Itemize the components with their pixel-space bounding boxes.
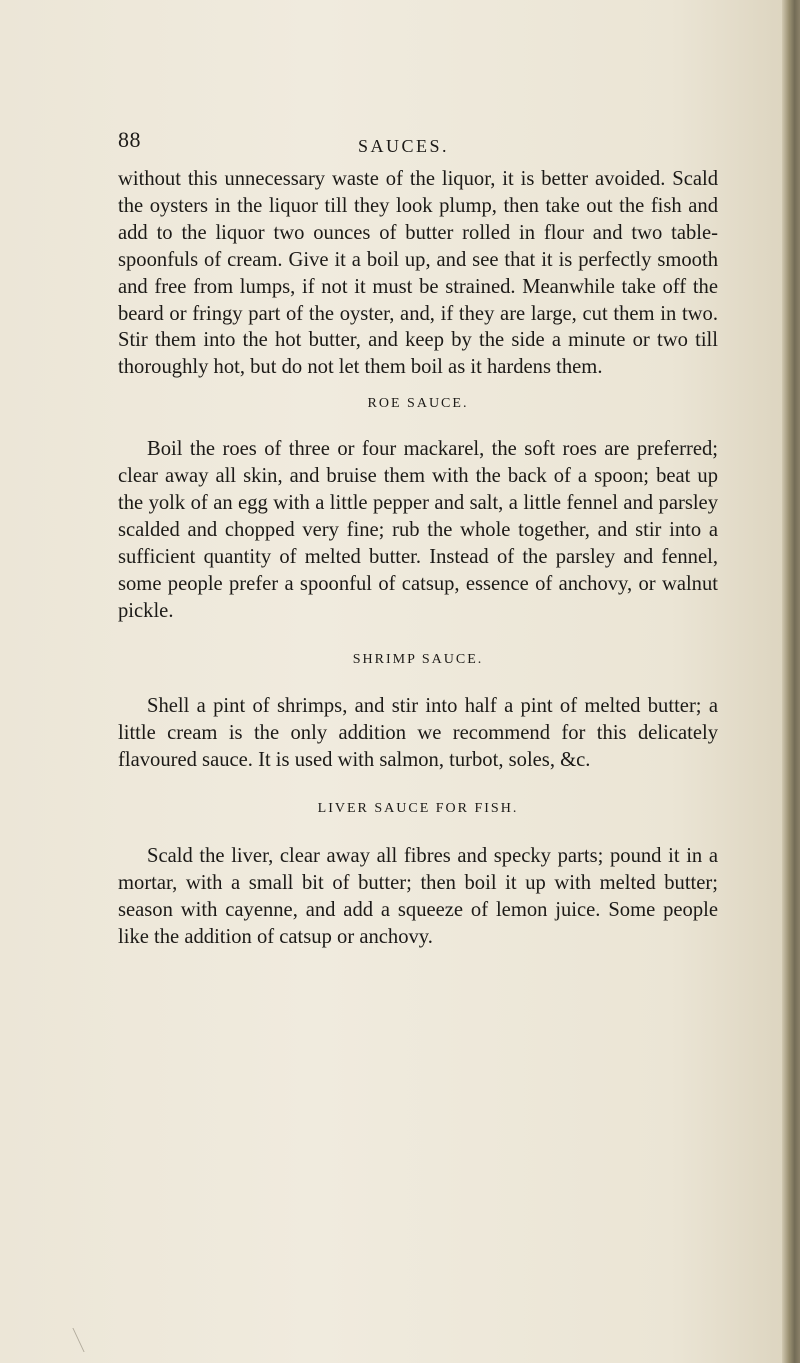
section-shrimp-sauce (118, 647, 718, 775)
pencil-mark (72, 1328, 98, 1352)
section-heading: LIVER SAUCE FOR FISH. (317, 801, 519, 817)
running-head: SAUCES. (358, 136, 450, 156)
section-paragraph: Scald the liver, clear away all fibres and specky parts; pound it in a mortar, with a small bit of butter; then boil it up with melted butter; season with cayenne, and add a squeeze of lemon juice. Some people like the addition of catsup or anchovy. (118, 845, 718, 948)
page-number: 88 (118, 127, 141, 152)
section-heading: SHRIMP SAUCE. (352, 651, 484, 667)
section-roe-sauce (118, 391, 718, 624)
page-edge-shadow (782, 0, 800, 1363)
intro-paragraph: without this unnecessary waste of the liquor, it is better avoided. Scald the oysters in the liquor till they look plump, then take out the fish and add to the liquor two ounces of butter rolled in flour and two table-spoonfuls of cream. Give it a boil up, and see that it is perfectly smooth and free from lumps, if not it must be strained. Meanwhile take off the beard or fringy part of the oyster, and, if they are large, cut them in two. Stir them into the hot butter, and keep by the side a minute or two till thoroughly hot, but do not let them boil as it hardens them. (118, 168, 718, 379)
section-liver-sauce (118, 796, 718, 951)
section-paragraph: Shell a pint of shrimps, and stir into half a pint of melted butter; a little cream is the only addition we recommend for this delicately flavoured sauce. It is used with salmon, turbot, soles, &c. (118, 695, 718, 772)
section-heading: ROE SAUCE. (367, 396, 469, 412)
page-body (118, 166, 718, 951)
section-paragraph: Boil the roes of three or four mackarel, the soft roes are preferred; clear away all skin, and bruise them with the back of a spoon; beat up the yolk of an egg with a little pepper and salt, a little fennel and parsley scalded and chopped very fine; rub the whole together, and stir into a sufficient quantity of melted butter. Instead of the parsley and fennel, some people prefer a spoonful of catsup, essence of anchovy, or walnut pickle. (118, 438, 718, 622)
